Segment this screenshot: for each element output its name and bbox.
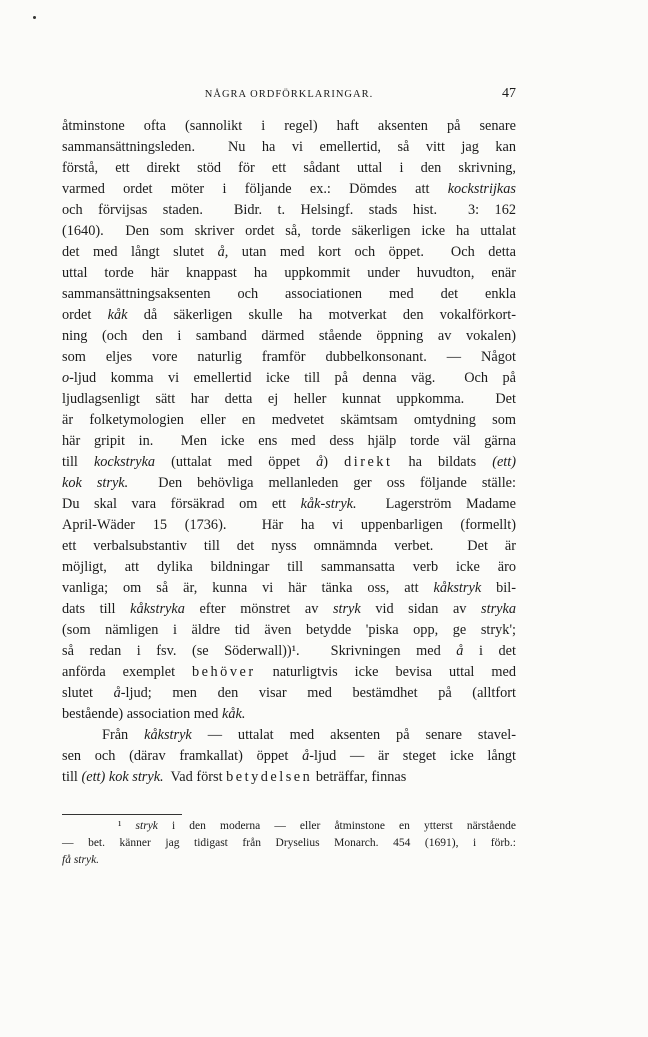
text-run: Från	[102, 727, 145, 743]
text-run: uttal torde här knappast ha uppkommit under huvudton, enär	[62, 265, 516, 281]
text-run: då säkerligen skulle ha motverkat den vokalförkort-	[127, 307, 516, 323]
text-run: — bet. känner jag tidigast från Dryselius Monarch. 454 (1691), i förb.:	[62, 837, 516, 849]
text-line	[62, 200, 516, 221]
text-run: vanliga; om så är, kunna vi här tänka oss, att	[62, 580, 434, 596]
footnote-line	[62, 818, 516, 835]
text-run: o	[62, 370, 70, 386]
text-run: å	[456, 643, 464, 659]
text-run: å,	[217, 244, 229, 260]
text-line	[62, 137, 516, 158]
text-run: ha bildats	[392, 454, 493, 470]
text-run: sammansättningsaksenten och associationen med det enkla	[62, 286, 516, 302]
text-line	[62, 242, 516, 263]
text-line	[62, 536, 516, 557]
footnote-line	[62, 852, 516, 869]
text-run: (som nämligen i äldre tid även betydde 'piska opp, ge stryk';	[62, 622, 516, 638]
text-run: så redan i fsv. (se Söderwall))¹. Skrivningen med	[62, 643, 457, 659]
text-run: å	[113, 685, 121, 701]
text-run: beträffar, finnas	[312, 769, 407, 785]
text-line	[62, 557, 516, 578]
text-line	[62, 305, 516, 326]
text-line	[62, 368, 516, 389]
text-line	[62, 473, 516, 494]
stray-mark	[33, 16, 36, 19]
text-line	[62, 515, 516, 536]
footnote-rule	[62, 814, 182, 815]
text-line	[62, 179, 516, 200]
text-run: -ljud; men den visar med bestämdhet på (alltfort	[120, 685, 516, 701]
text-line	[62, 263, 516, 284]
text-line	[62, 641, 516, 662]
text-run: (ett)	[492, 454, 516, 470]
text-run: möjligt, att dylika bildningar till sammansatta verb icke äro	[62, 559, 516, 575]
text-line	[62, 494, 516, 515]
text-line	[62, 704, 516, 725]
text-run: (1640). Den som skriver ordet så, torde säkerligen icke ha uttalat	[62, 223, 516, 239]
text-line	[62, 221, 516, 242]
text-run: å	[316, 454, 324, 470]
text-line	[62, 116, 516, 137]
text-run: varmed ordet möter i följande ex.: Dömdes att	[62, 181, 448, 197]
text-line	[62, 683, 516, 704]
text-run: April-Wäder 15 (1736). Här ha vi uppenbarligen (formellt)	[62, 517, 516, 533]
text-run: ning (och den i samband därmed stående öppning av vokalen)	[62, 328, 516, 344]
text-run: stryk	[135, 820, 158, 832]
body-text	[62, 116, 516, 788]
page-number: 47	[502, 86, 516, 101]
text-run: )	[323, 454, 345, 470]
text-run: — uttalat med aksenten på senare stavel-	[191, 727, 517, 743]
text-line	[62, 767, 516, 788]
text-run: kåkstryk	[433, 580, 482, 596]
text-run: å	[302, 748, 310, 764]
text-run: ¹	[118, 820, 136, 832]
text-run: Vad först	[163, 769, 227, 785]
text-run: (uttalat med öppet	[155, 454, 317, 470]
page-header	[62, 86, 516, 106]
text-run: naturligtvis icke bevisa uttal med	[255, 664, 516, 680]
text-run: kåk-stryk.	[300, 496, 357, 512]
text-run: Lagerström Madame	[356, 496, 516, 512]
text-run: -ljud komma vi emellertid icke till på denna väg. Och på	[69, 370, 516, 386]
text-run: är folketymologien eller en medvetet skämtsam omtydning som	[62, 412, 516, 428]
text-run: kåk.	[222, 706, 246, 722]
text-line	[62, 410, 516, 431]
text-run: till	[62, 769, 82, 785]
text-run: bestående) association med	[62, 706, 222, 722]
text-run: ljudlagsenligt sätt har detta ej heller kunnat uppkomma. Det	[62, 391, 516, 407]
text-run: som eljes vore naturlig framför dubbelkonsonant. — Något	[62, 349, 516, 365]
text-run: anförda exemplet	[62, 664, 193, 680]
text-run: kockstryka	[93, 454, 156, 470]
text-run: kockstrijkas	[447, 181, 516, 197]
text-line	[62, 158, 516, 179]
text-run: i det	[463, 643, 516, 659]
text-run: ordet	[62, 307, 108, 323]
text-run: i den moderna — eller åtminstone en ytterst närstående	[157, 820, 516, 832]
text-run: slutet	[62, 685, 114, 701]
text-run: -ljud — är steget icke långt	[309, 748, 516, 764]
text-run: behöver	[192, 664, 256, 680]
text-run: Du skal vara försäkrad om ett	[62, 496, 301, 512]
text-run: kåk	[107, 307, 128, 323]
text-line	[62, 746, 516, 767]
text-run: till	[62, 454, 94, 470]
text-run: det med långt slutet	[62, 244, 218, 260]
text-line	[62, 326, 516, 347]
text-run: direkt	[344, 454, 393, 470]
text-line	[62, 452, 516, 473]
text-run: Den behövliga mellanleden ger oss följande ställe:	[128, 475, 517, 491]
text-run: få stryk.	[62, 854, 100, 866]
text-run: förstå, ett direkt stöd för ett sådant uttal i den skrivning,	[62, 160, 516, 176]
text-run: sen och (därav framkallat) öppet	[62, 748, 303, 764]
text-run: (ett) kok stryk.	[81, 769, 164, 785]
text-run: kåkstryka	[130, 601, 185, 617]
text-line	[62, 599, 516, 620]
footnotes	[62, 818, 516, 869]
text-run: vid sidan av	[360, 601, 482, 617]
text-line	[62, 725, 516, 746]
running-head: NÅGRA ORDFÖRKLARINGAR.	[204, 89, 374, 100]
text-line	[62, 389, 516, 410]
text-line	[62, 578, 516, 599]
text-run: här gripit in. Men icke ens med dess hjälp torde väl gärna	[62, 433, 516, 449]
text-line	[62, 620, 516, 641]
text-run: utan med kort och öppet. Och detta	[228, 244, 516, 260]
text-run: betydelsen	[226, 769, 313, 785]
text-line	[62, 431, 516, 452]
text-run: bil-	[481, 580, 517, 596]
text-run: efter mönstret av	[184, 601, 333, 617]
text-line	[62, 347, 516, 368]
text-run: åtminstone ofta (sannolikt i regel) haft aksenten på senare	[62, 118, 516, 134]
text-run: sammansättningsleden. Nu ha vi emellertid, så vitt jag kan	[62, 139, 516, 155]
footnote-line	[62, 835, 516, 852]
text-run: och förvijsas staden. Bidr. t. Helsingf. stads hist. 3: 162	[62, 202, 516, 218]
text-run: stryka	[481, 601, 516, 617]
text-run: kåkstryk	[144, 727, 192, 743]
text-run: ett verbalsubstantiv till det nyss omnämnda verbet. Det är	[62, 538, 516, 554]
text-run: dats till	[62, 601, 131, 617]
text-line	[62, 662, 516, 683]
text-run: stryk	[332, 601, 361, 617]
text-line	[62, 284, 516, 305]
text-run: kok stryk.	[62, 475, 129, 491]
